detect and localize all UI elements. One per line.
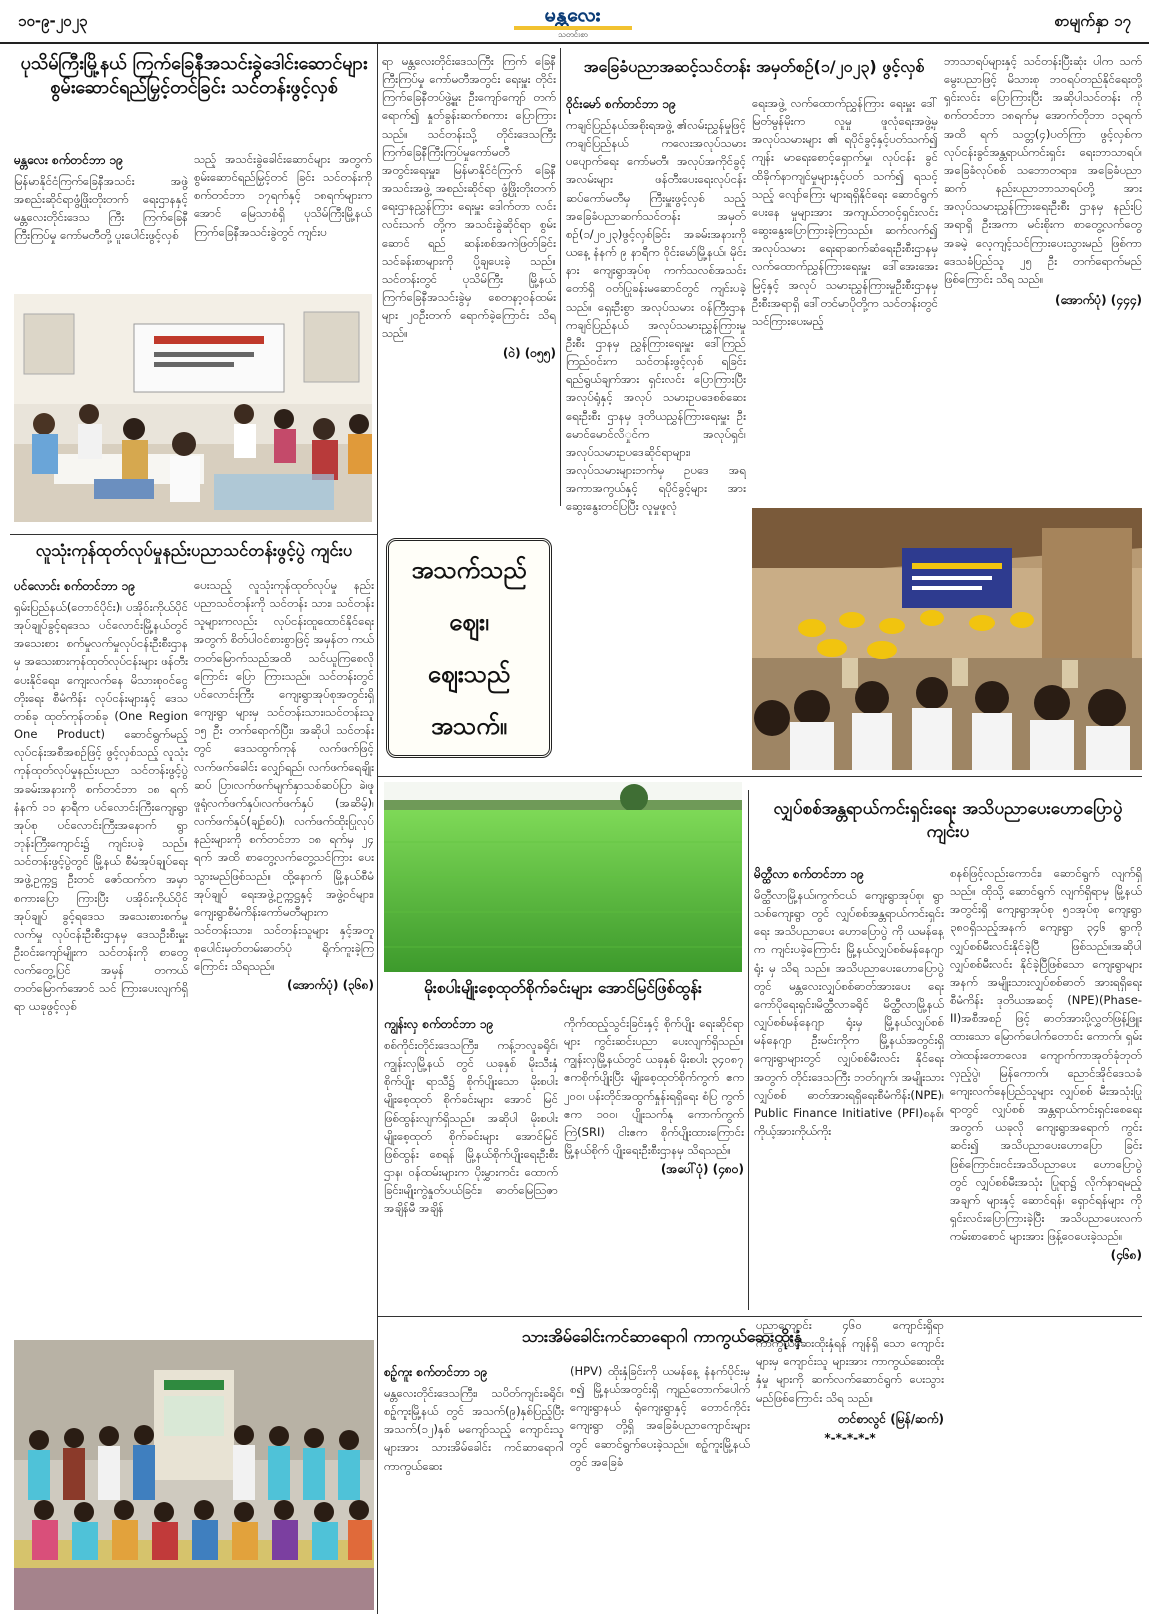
article-2-photo <box>752 508 1142 770</box>
article-4-title-box <box>384 978 742 1008</box>
article-2-byline: ဝိုင်းမော် စက်တင်ဘာ ၁၉ <box>566 97 676 111</box>
article-4-col2 <box>564 1014 744 1312</box>
article-6-title: သားအိမ်ခေါင်းကင်ဆာရောဂါ ကာကွယ်ဆေးထိုးနှံ <box>521 1327 803 1346</box>
section-rule <box>10 534 377 535</box>
article-6-end-mark: *-*-*-*-* <box>824 1430 876 1445</box>
article-4-tag: (အပေါ်ပုံ) (၄၈၀) <box>660 1162 744 1177</box>
article-5-byline: မိတ္ထီလာ စက်တင်ဘာ ၁၉ <box>754 867 864 881</box>
issue-date: ၁၀-၉-၂၀၂၃ <box>18 12 88 30</box>
article-1-col3 <box>382 52 556 522</box>
article-2-col1 <box>566 94 746 778</box>
article-5-tag: (၄၆၈) <box>1110 1248 1142 1263</box>
article-4-byline: ကျွန်းလှ စက်တင်ဘာ ၁၉ <box>384 1017 494 1031</box>
article-5-col1 <box>754 864 944 1312</box>
article-3-photo <box>14 1340 374 1610</box>
article-6-col2 <box>570 1362 750 1612</box>
article-6-text: (HPV) ထိုးနှံခြင်းကို ယမန်နေ့ နံနက်ပိုင်းမှစ၍ မြို့နယ်အတွင်းရှိ ကျည်တောက်ပေါက်ကျေးရွာနယ် ရုံကျေးရွာနှင့် တောင်ကိုင်းကျေးရွာ တို့ရှိ အခြေခံပညာကျောင်းများ တွင် ဆောင်ရွက်ပေးခဲ့သည်။ စဉ့်ကူးမြို့နယ်တွင် အခြေခံ <box>570 1364 750 1469</box>
article-3-col2 <box>194 576 374 1296</box>
article-5-col2 <box>950 864 1142 1612</box>
article-2-title: အခြေခံပညာအဆင့်သင်တန်း အမှတ်စဉ်(၁/၂၀၂၃) ဖွင့်လှစ် <box>583 57 925 76</box>
article-4-photo <box>384 782 742 972</box>
article-3-title: လူသုံးကုန်ထုတ်လုပ်မှုနည်းပညာသင်တန်းဖွင့်ပွဲ ကျင်းပ <box>35 541 353 560</box>
article-3-title-box <box>14 540 374 570</box>
article-2-col3 <box>944 52 1142 504</box>
article-1-text: မြန်မာနိုင်ငံကြက်ခြေနီအသင်း အဖွဲ့ အစည်းဆိုင်ရာဖွံ့ဖြိုးတိုးတက် ရေးဌာနနှင့် မန္တလေးတိုင်းဒေသ ကြီး ကြက်ခြေနီကြီးကြပ်မှု ကော်မတီတို့ ပူးပေါင်းဖွင့်လှစ် <box>14 174 188 243</box>
article-6-byline: စဉ့်ကူး စက်တင်ဘာ ၁၉ <box>384 1365 488 1379</box>
column-rule <box>377 44 378 534</box>
article-3-tag: (အောက်ပုံ) (၃၆၈) <box>286 978 374 993</box>
article-1-title-box <box>14 52 374 144</box>
article-1-col1 <box>14 150 188 288</box>
article-3-byline: ပင်လောင်း စက်တင်ဘာ ၁၉ <box>14 579 136 593</box>
article-6-col3 <box>756 1316 944 1612</box>
article-3-text: ရှမ်းပြည်နယ်(တောင်ပိုင်း)၊ ပအိုဝ်းကိုယ်ပိုင်အုပ်ချုပ်ခွင့်ရဒေသ ပင်လောင်းမြို့နယ်တွင် အသေးစား စက်မှုလက်မှုလုပ်ငန်းဦးစီးဌာနမှ အသေးစားကုန်ထုတ်လုပ်ငန်းများ ဖန်တီးပေးနိုင်ရေး၊ ကျေးလက်နေ မိသားစုဝင်ငွေတိုးရေး စီမံကိန်း လုပ်ငန်းများနှင့် ဒေသတစ်ခု ထုတ်ကုန်တစ်ခု (One Region One Product) ဆောင်ရွက်မည့် လုပ်ငန်းအစီအစဉ်ဖြင့် ဖွင့်လှစ်သည့် လူသုံးကုန်ထုတ်လုပ်မှုနည်းပညာ သင်တန်းဖွင့်ပွဲ အခမ်းအနားကို စက်တင်ဘာ ၁၈ ရက် နံနက် ၁၁ နာရီက ပင်လောင်းကြီးကျေးရွာ အုပ်စု ပင်လောင်းကြီးအနောက် ရွာ ဘုန်းကြီးကျောင်း၌ ကျင်းပခဲ့ သည်။ သင်တန်းဖွင့်ပွဲတွင် မြို့နယ် စီမံအုပ်ချုပ်ရေးအဖွဲ့ဥက္ကဋ္ဌ ဦးတင် ဇော်ထက်က အမှာစကားပြော ကြားပြီး ပအိုဝ်းကိုယ်ပိုင်အုပ်ချုပ် ခွင့်ရဒေသ အသေးစားစက်မှုလက်မှု လုပ်ငန်းဦးစီးဌာနမှ ဒေသဦးစီးမှူး ဦးဝင်းကျော်မျိုးက သင်တန်းကို စာတွေ့ လက်တွေ့ပြင် အမှန် တကယ်တတ်မြောက်အောင် သင် ကြားပေးလျက်ရှိရာ ယခုဖွင့်လှစ် <box>14 600 188 1014</box>
article-2-text: ကချင်ပြည်နယ်အစိုးရအဖွဲ့ ၏လမ်းညွှန်မှုဖြင့် ကချင်ပြည်နယ် ကလေးအလုပ်သမားပပျောက်ရေး ကော်မတီ၊ အလုပ်အကိုင်ခွင့် အလမ်းများ ဖန်တီးပေးရေးလုပ်ငန်း ဆပ်ကော်မတီမှ ကြီးမှူးဖွင့်လှစ် သည့် အခြေခံပညာဆက်သင်တန်း အမှတ်စဉ်(၁/၂၀၂၃)ဖွင့်လှစ်ခြင်း အခမ်းအနားကို ယနေ့ နံနက် ၉ နာရီက ဝိုင်းမော်မြို့နယ်၊ မိုင်းနား ကျေးရွာအုပ်စု ကက်သလစ်အသင်း တော်ရှိ ဝတ်ပြုခန်းမဆောင်တွင် ကျင်းပခဲ့သည်။ ရှေးဦးစွာ အလုပ်သမား ဝန်ကြီးဌာန ကချင်ပြည်နယ် အလုပ်သမားညွှန်ကြားမှုဦးစီး ဌာနမှ ညွှန်ကြားရေးမှူး ဒေါ်ကြည် ကြည်ဝင်းက သင်တန်းဖွင့်လှစ် ရခြင်းရည်ရွယ်ချက်အား ရှင်းလင်း ပြောကြားပြီး အလုပ်ရုံနှင့် အလုပ် သမားဥပဒေစစ်ဆေးရေးဦးစီး ဌာနမှ ဒုတိယညွှန်ကြားရေးမှူး ဦးမောင်မောင်လိှုင်က အလုပ်ရှင်၊ အလုပ်သမားဥပဒေဆိုင်ရာများ၊ အလုပ်သမားများဘက်မှ ဥပဒေ အရအကာအကွယ်နှင့် ရပိုင်ခွင့်များ အား ဆွေးနွေးတင်ပြပြီး လူမှုဖူလုံ <box>566 118 746 514</box>
quote-line: ဈေးသည် <box>427 660 511 688</box>
article-1-byline: မန္တလေး စက်တင်ဘာ ၁၉ <box>14 153 124 167</box>
article-1-text: ရာ မန္တလေးတိုင်းဒေသကြီး ကြက် ခြေနီကြီးကြပ်မှု ကော်မတီအတွင်း ရေးမှူး တိုင်းကြက်ခြေနီတပ်ဖွဲ့မှူး ဦးကျော်ကျော် တက်ရောက်၍ နှုတ်ခွန်းဆက်စကား ပြောကြား သည်။ သင်တန်းသို့ တိုင်းဒေသကြီး ကြက်ခြေနီကြီးကြပ်မှုကော်မတီ အတွင်းရေးမှူး၊ မြန်မာနိုင်ငံကြက် ခြေနီအသင်းအဖွဲ့ အစည်းဆိုင်ရာ ဖွံ့ဖြိုးတိုးတက်ရေးဌာနညွှန်ကြား ရေးမှူး ဒေါက်တာ လင်းလင်းသက် တို့က အသင်းခွဲဆိုင်ရာ စွမ်းဆောင် ရည် ဆန်းစစ်အကဲဖြတ်ခြင်း သင်ခန်းစာများကို ပို့ချပေးခဲ့ သည်။ သင်တန်းတွင် ပုသိမ်ကြီး မြို့နယ် ကြက်ခြေနီအသင်းခွဲမှ စေတနာ့ဝန်ထမ်းများ ၂၀ဦးတက် ရောက်ခဲ့ကြောင်း သိရသည်။ <box>382 54 556 341</box>
article-6-col1 <box>384 1362 564 1612</box>
column-rule <box>377 534 378 1614</box>
article-5-title-box <box>754 798 1142 858</box>
article-4-text: ကိုက်ထည့်သွင်းခြင်းနှင့် စိုက်ပျိုး ရေးဆိုင်ရာများ ကွင်းဆင်းပညာ ပေးလျက်ရှိသည်။ ကျွန်းလှမြို့နယ်တွင် ယခုနှစ် မိုးစပါး ၃၄၀၈၇ ဧကစိုက်ပျိုးပြီး မျိုးစေ့ထုတ်စိုက်ကွက် ဧက ၂၀၀၊ ပန်းတိုင်အထွက်နှုန်းရရှိရေး စံပြ ကွက် ဧက ၁၀၀၊ ပျိုးသက်နု ကောက်ကွက်ကြဲ(SRI) ငါးဧက စိုက်ပျိုးထားကြောင်း မြို့နယ်စိုက် ပျိုးရေးဦးစီးဌာနမှ သိရသည်။ <box>564 1016 744 1158</box>
article-3-text: ပေးသည့် လူသုံးကုန်ထုတ်လုပ်မှု နည်းပညာသင်တန်းကို သင်တန်း သား၊ သင်တန်းသူများကလည်း လုပ်ငန်းထူထောင်နိုင်ရေးအတွက် စိတ်ပါဝင်စားစွာဖြင့် အမှန်တ ကယ် တတ်မြောက်သည်အထိ သင်ယူကြစေလိုကြောင်း ပြော ကြားသည်။ သင်တန်းတွင် ပင်လောင်းကြီး ကျေးရွာအုပ်စုအတွင်းရှိ ကျေးရွာ များမှ သင်တန်းသား၊သင်တန်းသူ ၁၅ ဦး တက်ရောက်ပြီး၊ အဆိုပါ သင်တန်းတွင် ဒေသထွက်ကုန် လက်ဖက်ဖြင့် လက်ဖက်ခေါင်း လျှော်ရည်၊ လက်ဖက်ရေချိုးဆပ် ပြာ၊လက်ဖက်မျက်နှာသစ်ဆပ်ပြာ ခဲ၊ဖူဖူရုံလက်ဖက်နှပ်၊လက်ဖက်နှပ် (အဆိမ့်)၊ လက်ဖက်နှပ်(ချဉ်စပ်)၊ လက်ဖက်ထိုးပြုလုပ်နည်းများကို စက်တင်ဘာ ၁၈ ရက်မှ ၂၄ ရက် အထိ စာတွေ့လက်တွေ့သင်ကြား ပေးသွားမည်ဖြစ်သည်။ ထို့နောက် မြို့နယ်စီမံအုပ်ချုပ် ရေးအဖွဲ့ဥက္ကဋ္ဌနှင့် အဖွဲ့ဝင်များ၊ ကျေးရွာစီမံကိန်းကော်မတီများက သင်တန်းသား၊ သင်တန်းသူများ နှင့်အတူ စုပေါင်းမှတ်တမ်းဓာတ်ပုံ ရိုက်ကူးခဲ့ကြကြောင်း သိရသည်။ <box>194 578 374 974</box>
article-1-title: ပုသိမ်ကြီးမြို့နယ် ကြက်ခြေနီအသင်းခွဲဒေါင်းဆောင်များ စွမ်းဆောင်ရည်မြှင့်တင်ခြင်း သင်တန်းဖွင့်လှစ် <box>20 53 368 99</box>
quote-line: အသက်သည် <box>411 556 527 584</box>
page-number: စာမျက်နှာ ၁၇ <box>1054 12 1131 30</box>
quote-box <box>386 538 552 758</box>
article-5-title: လျှပ်စစ်အန္တရာယ်ကင်းရှင်းရေး အသိပညာပေးဟောပြောပွဲ ကျင်းပ <box>773 799 1123 842</box>
article-5-text: စနစ်ဖြင့်လည်းကောင်း၊ ဆောင်ရွက် လျက်ရှိသည်။ ထိုသို့ ဆောင်ရွက် လျက်ရှိရာမှ မြို့နယ်အတွင်းရှိ ကျေးရွာအုပ်စု ၅၁အုပ်စု ကျေးရွာ ၃၈၀ရှိသည့်အနက် ကျေးရွာ ၃၄၆ ရွာကို လျှပ်စစ်မီးလင်းနိုင်ခဲ့ပြီ ဖြစ်သည်။အဆိုပါလျှပ်စစ်မီးလင်း နိုင်ခဲ့ပြီဖြစ်သော ကျေးရွာများ အနက် အမျိုးသားလျှပ်စစ်ဓာတ် အားရရှိရေးစီမံကိန်း ဒုတိယအဆင့် (NPE)(Phase-II)အစီအစဉ် ဖြင့် ဓာတ်အားပို့လွှတ်ဖြန့်ဖြူး ထားသော မြောက်ပေါက်တောင်း ကောက်၊ ရှမ်းတဲ၊ထန်းတောလေး၊ ကျောက်ကာအုတ်ခုံဘုတ်လှည့်ပွဲ၊ မြန်ကောက်၊ ညောင်အိုင်ဒေသခံ ကျေးလက်နေပြည်သူများ လျှပ်စစ် မီးအသုံးပြုရာတွင် လျှပ်စစ် အန္တရာယ်ကင်းရှင်းစေရေးအတွက် ယခုလို ကျေးရွာအရောက် ကွင်း ဆင်း၍ အသိပညာပေးဟောပြော ခြင်းဖြစ်ကြောင်း၊ငင်းအသိပညာပေး ဟောပြောပွဲတွင် လျှပ်စစ်မီးအသုံး ပြုရာ၌ လိုက်နာရမည့် အချက် များနှင့် ဆောင်ရန်၊ ရှောင်ရန်များ ကို ရှင်းလင်းပြောကြားခဲ့ပြီး အသိပညာပေးလက်ကမ်းစာစောင် များအား ဖြန့်ဝေပေးခဲ့သည်။ <box>950 866 1142 1244</box>
article-6-text: မန္တလေးတိုင်းဒေသကြီး၊ သပိတ်ကျင်းခရိုင်၊ စဉ့်ကူးမြို့နယ် တွင် အသက်(၉)နှစ်ပြည့်ပြီး အသက်(၁၂)နှစ် မကျော်သည့် ကျောင်းသူများအား သားအိမ်ခေါင်း ကင်ဆာရောဂါ ကာကွယ်ဆေး <box>384 1386 564 1473</box>
article-4-col1 <box>384 1014 558 1312</box>
logo-title: မန္တလေး <box>544 4 602 26</box>
article-1-tag: (ဝဲ) (၀၅၅) <box>502 345 556 360</box>
article-4-title: မိုးစပါးမျိုးစေ့ထုတ်စိုက်ခင်းများ အောင်မြင်ဖြစ်ထွန်း <box>424 979 702 997</box>
article-6-tag: တင်စာလွင် (မြန်/ဆက်) <box>838 1411 944 1426</box>
article-5-text: မိတ္ထီလာမြို့နယ်၊ကွက်ငယ် ကျေးရွာအုပ်စု၊ ရွာသစ်ကျေးရွာ တွင် လျှပ်စစ်အန္တရာယ်ကင်းရှင်း ရေး အသိပညာပေး ဟောပြောပွဲ ကို ယမန်နေ့က ကျင်းပခဲ့ကြောင်း မြို့နယ်လျှပ်စစ်မန်နေဂျာရုံး မှ သိရ သည်။ အသိပညာပေးဟောပြောပွဲ တွင် မန္တလေးလျှပ်စစ်ဓာတ်အားပေး ရေးကော်ပိုရေးရှင်း၊မိတ္ထီလာခရိုင် မိတ္ထီလာမြို့နယ်လျှပ်စစ်မန်နေဂျာ ရုံးမှ မြို့နယ်လျှပ်စစ်မန်နေဂျာ ဦးမင်းကိုက မြို့နယ်အတွင်းရှိ ကျေးရွာများတွင် လျှပ်စစ်မီးလင်း နိုင်ရေးအတွက် တိုင်းဒေသကြီး ဘတ်ဂျက်၊ အမျိုးသားလျှပ်စစ် ဓာတ်အားရရှိရေးစီမံကိန်း(NPE)၊ Public Finance Initiative (PFI)စနစ်၊ ကိုယ့်အားကိုယ်ကိုး <box>754 888 944 1139</box>
article-1-photo <box>14 294 372 522</box>
quote-line: ဈေး၊ <box>449 608 489 636</box>
article-2-tag: (အောက်ပုံ) (၄၄၄) <box>1055 293 1142 308</box>
article-1-col2 <box>194 150 372 288</box>
logo-subtitle: သတင်းစာ <box>558 30 588 39</box>
article-4-text: စစ်ကိုင်းတိုင်းဒေသကြီး၊ ကန့်ဘလူခရိုင်၊ ကျွန်းလှမြို့နယ် တွင် ယခုနှစ် မိုးသီးနှံစိုက်ပျိုး ရာသီ၌ စိုက်ပျိုးသော မိုးစပါး မျိုးစေ့ထုတ် စိုက်ခင်းများ အောင် မြင်ဖြစ်ထွန်းလျက်ရှိသည်။ အဆိုပါ မိုးစပါးမျိုးစေ့ထုတ် စိုက်ခင်းများ အောင်မြင်ဖြစ်ထွန်း စေရန် မြို့နယ်စိုက်ပျိုးရေးဦးစီး ဌာန၊ ဝန်ထမ်းများက ပိုးမွှားကင်း ထောက်ခြင်း၊မျိုးကွဲနှုတ်ပယ်ခြင်း၊ ဓာတ်မြေသြဇာ အချိန်မီ အချိန် <box>384 1038 558 1216</box>
article-2-title-box <box>566 56 942 88</box>
article-6-text: ပညာကျောင်း ၄၆၀ ကျောင်းရှိရာ ကာကွယ်ဆေးထိုးနှံရန် ကျန်ရှိ သော ကျောင်းများမှ ကျောင်းသူ များအား ကာကွယ်ဆေးထိုးနှံမှု များကို ဆက်လက်ဆောင်ရွက် ပေးသွားမည်ဖြစ်ကြောင်း သိရ သည်။ <box>756 1318 944 1405</box>
article-2-col2 <box>752 94 938 502</box>
newspaper-logo <box>508 4 638 40</box>
section-rule <box>377 776 1142 777</box>
column-rule <box>560 48 561 506</box>
column-rule <box>748 790 749 1310</box>
article-2-text: ရေးအဖွဲ့ လက်ထောက်ညွှန်ကြား ရေးမှူး ဒေါ်မြတ်မွန်မိုးက လူမှု ဖူလုံရေးအဖွဲ့မှ အလုပ်သမားများ ၏ ရပိုင်ခွင့်နှင့်ပတ်သက်၍ ကျန်း မာရေးစောင့်ရှောက်မှု၊ လုပ်ငန်း ခွင်ထိခိုက်နာကျင်မှုများနှင့်ပတ် သက်၍ ရသင့်သည့် လျော်ကြေး များရရှိနိုင်ရေး ဆောင်ရွက်ပေးနေ မှုများအား အကျယ်တဝင့်ရှင်းလင်း ဆွေးနွေးပြောကြားခဲ့ကြသည်။ ဆက်လက်၍ အလုပ်သမား ရေးရာဆက်ဆံရေးဦးစီးဌာနမှ လက်ထောက်ညွှန်ကြားရေးမှူး ဒေါ်အေးအေးမြင့်နှင့် အလုပ် သမားညွှန်ကြားမှုဦးစီးဌာနမှ ဦးစီးအရာရှိ ဒေါ်တင်မာပိုတို့က သင်တန်းတွင်သင်ကြားပေးမည့် <box>752 96 938 328</box>
article-3-col1 <box>14 576 188 1296</box>
article-1-text: သည့် အသင်းခွဲခေါင်းဆောင်များ အတွက် စွမ်းဆောင်ရည်မြှင့်တင် ခြင်း သင်တန်းကို စက်တင်ဘာ ၁၇ရက်နှင့် ၁၈ရက်များက အောင် မြေသာစံရှိ ပုသိမ်ကြီးမြို့နယ် ကြက်ခြေနီအသင်းခွဲတွင် ကျင်းပ <box>194 152 372 239</box>
quote-line: အသက်။ <box>431 712 507 740</box>
page-header <box>0 0 1149 44</box>
article-2-text: ဘာသာရပ်များနှင့် သင်တန်းပြီးဆုံး ပါက သက်မွေးပညာဖြင့် မိသားစု ဘဝရပ်တည်နိုင်ရေးတို့ ရှင်းလင်း ပြောကြားပြီး အဆိုပါသင်တန်း ကို စက်တင်ဘာ ၁၈ရက်မှ အောက်တိုဘာ ၁၃ရက်အထိ ရက် သတ္တ(၄)ပတ်ကြာ ဖွင့်လှစ်က လုပ်ငန်းခွင်အန္တရာယ်ကင်းရှင်း ရေးဘာသာရပ်၊ အခြေခံလုပ်စစ် သဘောတရား၊ အခြေခံပညာဆက် နည်းပညာဘာသာရပ်တို့ အား အလုပ်သမားညွှန်ကြားရေးဦးစီး ဌာနမှ နည်းပြအရာရှိ ဦးအကာ မင်းစိုးက စာတွေ့လက်တွေ့ အခမဲ့ လေ့ကျင့်သင်ကြားပေးသွားမည် ဖြစ်ကာ ဒေသခံပြည်သူ ၂၅ ဦး တက်ရောက်မည်ဖြစ်ကြောင်း သိရ သည်။ <box>944 54 1142 286</box>
